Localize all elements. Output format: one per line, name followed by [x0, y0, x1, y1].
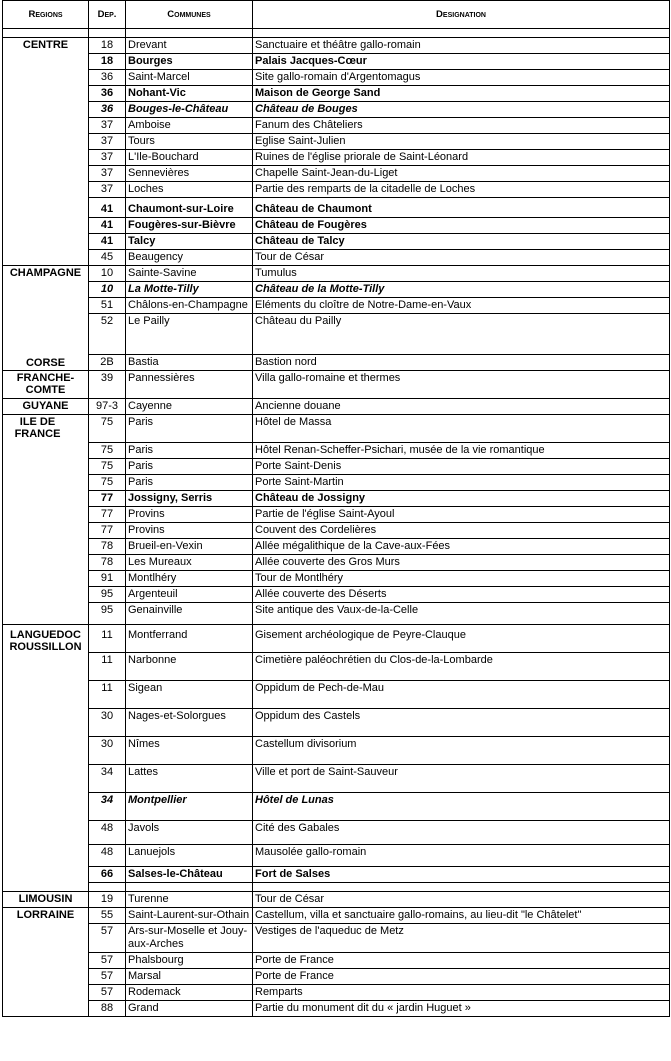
designation-cell: Porte Saint-Denis [253, 459, 670, 475]
designation-cell: Mausolée gallo-romain [253, 845, 670, 867]
table-row [3, 523, 670, 539]
dep-cell: 19 [89, 892, 126, 908]
table-row [3, 765, 670, 793]
commune-cell: La Motte-Tilly [126, 282, 253, 298]
table-row [3, 118, 670, 134]
table-row [3, 415, 670, 443]
designation-cell: Allée couverte des Déserts [253, 587, 670, 603]
commune-cell: Loches [126, 182, 253, 198]
table-row [3, 282, 670, 298]
commune-cell: Le Pailly [126, 314, 253, 355]
table-row [3, 985, 670, 1001]
commune-cell: Rodemack [126, 985, 253, 1001]
designation-cell: Site gallo-romain d'Argentomagus [253, 70, 670, 86]
designation-cell: Bastion nord [253, 355, 670, 371]
dep-cell: 75 [89, 415, 126, 443]
table-row [3, 166, 670, 182]
dep-cell: 75 [89, 475, 126, 491]
table-row [3, 587, 670, 603]
dep-cell: 51 [89, 298, 126, 314]
commune-cell: Lanuejols [126, 845, 253, 867]
commune-cell: Chaumont-sur-Loire [126, 198, 253, 218]
table-row [3, 86, 670, 102]
designation-cell: Château de Chaumont [253, 198, 670, 218]
spacer-row [3, 883, 670, 892]
designation-cell: Maison de George Sand [253, 86, 670, 102]
monuments-table [2, 0, 670, 1017]
designation-cell: Ancienne douane [253, 399, 670, 415]
dep-cell: 37 [89, 134, 126, 150]
table-row [3, 355, 670, 371]
spacer-row [3, 29, 670, 38]
dep-cell: 88 [89, 1001, 126, 1017]
designation-cell: Chapelle Saint-Jean-du-Liget [253, 166, 670, 182]
dep-cell: 30 [89, 709, 126, 737]
designation-cell: Eglise Saint-Julien [253, 134, 670, 150]
table-row [3, 892, 670, 908]
designation-cell: Tour de César [253, 892, 670, 908]
dep-cell: 37 [89, 150, 126, 166]
table-row [3, 250, 670, 266]
table-row [3, 54, 670, 70]
header-row [3, 1, 670, 29]
header-designation: Designation [253, 1, 670, 29]
table-row [3, 491, 670, 507]
table-row [3, 218, 670, 234]
designation-cell: Château de Jossigny [253, 491, 670, 507]
designation-cell: Hôtel de Massa [253, 415, 670, 443]
commune-cell: Javols [126, 821, 253, 845]
table-row [3, 298, 670, 314]
dep-cell: 41 [89, 234, 126, 250]
dep-cell: 36 [89, 102, 126, 118]
commune-cell: Châlons-en-Champagne [126, 298, 253, 314]
dep-cell: 36 [89, 86, 126, 102]
dep-cell: 2B [89, 355, 126, 371]
dep-cell: 11 [89, 625, 126, 653]
table-row [3, 709, 670, 737]
commune-cell: Paris [126, 415, 253, 443]
dep-cell: 11 [89, 653, 126, 681]
dep-cell: 37 [89, 182, 126, 198]
dep-cell: 18 [89, 54, 126, 70]
dep-cell: 37 [89, 118, 126, 134]
designation-cell: Couvent des Cordelières [253, 523, 670, 539]
designation-cell: Château de la Motte-Tilly [253, 282, 670, 298]
region-guyane: GUYANE [3, 399, 89, 415]
commune-cell: L'Ile-Bouchard [126, 150, 253, 166]
dep-cell: 34 [89, 793, 126, 821]
commune-cell: Nohant-Vic [126, 86, 253, 102]
table-row [3, 737, 670, 765]
designation-cell: Ruines de l'église priorale de Saint-Léonard [253, 150, 670, 166]
commune-cell: Sennevières [126, 166, 253, 182]
table-row [3, 793, 670, 821]
dep-cell: 57 [89, 924, 126, 953]
designation-cell: Castellum, villa et sanctuaire gallo-romains, au lieu-dit "le Châtelet" [253, 908, 670, 924]
designation-cell: Oppidum de Pech-de-Mau [253, 681, 670, 709]
commune-cell: Amboise [126, 118, 253, 134]
designation-cell: Château du Pailly [253, 314, 670, 355]
region-champagne: CHAMPAGNE [9, 267, 82, 279]
region-languedoc-roussillon: LANGUEDOC ROUSSILLON [3, 625, 89, 892]
designation-cell: Villa gallo-romaine et thermes [253, 371, 670, 399]
designation-cell: Ville et port de Saint-Sauveur [253, 765, 670, 793]
table-row [3, 459, 670, 475]
commune-cell: Nîmes [126, 737, 253, 765]
table-row [3, 399, 670, 415]
commune-cell: Narbonne [126, 653, 253, 681]
dep-cell: 77 [89, 507, 126, 523]
designation-cell: Sanctuaire et théâtre gallo-romain [253, 38, 670, 54]
table-row [3, 555, 670, 571]
commune-cell: Turenne [126, 892, 253, 908]
region-ile-de-france: ILE DE FRANCE [3, 415, 89, 625]
designation-cell: Cité des Gabales [253, 821, 670, 845]
designation-cell: Partie du monument dit du « jardin Huguet » [253, 1001, 670, 1017]
commune-cell: Tours [126, 134, 253, 150]
commune-cell: Argenteuil [126, 587, 253, 603]
designation-cell: Hôtel Renan-Scheffer-Psichari, musée de la vie romantique [253, 443, 670, 459]
dep-cell: 10 [89, 266, 126, 282]
designation-cell: Eléments du cloître de Notre-Dame-en-Vaux [253, 298, 670, 314]
table-row [3, 38, 670, 54]
commune-cell: Montpellier [126, 793, 253, 821]
commune-cell: Montferrand [126, 625, 253, 653]
designation-cell: Porte de France [253, 969, 670, 985]
dep-cell: 75 [89, 459, 126, 475]
region-lorraine: LORRAINE [3, 908, 89, 1017]
dep-cell: 55 [89, 908, 126, 924]
commune-cell: Salses-le-Château [126, 867, 253, 883]
table-row [3, 70, 670, 86]
dep-cell: 39 [89, 371, 126, 399]
header-communes: Communes [126, 1, 253, 29]
dep-cell: 66 [89, 867, 126, 883]
dep-cell: 45 [89, 250, 126, 266]
designation-cell: Fanum des Châteliers [253, 118, 670, 134]
commune-cell: Drevant [126, 38, 253, 54]
designation-cell: Tumulus [253, 266, 670, 282]
table-row [3, 443, 670, 459]
table-row [3, 266, 670, 282]
table-row [3, 603, 670, 625]
commune-cell: Bouges-le-Château [126, 102, 253, 118]
designation-cell: Remparts [253, 985, 670, 1001]
commune-cell: Sigean [126, 681, 253, 709]
table-row [3, 150, 670, 166]
commune-cell: Provins [126, 523, 253, 539]
commune-cell: Saint-Laurent-sur-Othain [126, 908, 253, 924]
designation-cell: Oppidum des Castels [253, 709, 670, 737]
designation-cell: Site antique des Vaux-de-la-Celle [253, 603, 670, 625]
header-dep: Dep. [89, 1, 126, 29]
region-franche-comte: FRANCHE-COMTE [3, 371, 89, 399]
designation-cell: Partie des remparts de la citadelle de Loches [253, 182, 670, 198]
dep-cell: 11 [89, 681, 126, 709]
designation-cell: Porte de France [253, 953, 670, 969]
dep-cell: 57 [89, 953, 126, 969]
commune-cell: Talcy [126, 234, 253, 250]
dep-cell: 91 [89, 571, 126, 587]
dep-cell: 41 [89, 218, 126, 234]
dep-cell: 78 [89, 539, 126, 555]
designation-cell: Château de Bouges [253, 102, 670, 118]
commune-cell: Nages-et-Solorgues [126, 709, 253, 737]
table-row [3, 867, 670, 883]
designation-cell: Palais Jacques-Cœur [253, 54, 670, 70]
table-row [3, 571, 670, 587]
commune-cell: Paris [126, 475, 253, 491]
region-corse: CORSE [25, 357, 66, 369]
designation-cell: Cimetière paléochrétien du Clos-de-la-Lombarde [253, 653, 670, 681]
table-row [3, 908, 670, 924]
designation-cell: Tour de César [253, 250, 670, 266]
designation-cell: Tour de Montlhéry [253, 571, 670, 587]
table-row [3, 924, 670, 953]
commune-cell: Sainte-Savine [126, 266, 253, 282]
table-row [3, 539, 670, 555]
commune-cell: Jossigny, Serris [126, 491, 253, 507]
commune-cell: Phalsbourg [126, 953, 253, 969]
designation-cell: Allée mégalithique de la Cave-aux-Fées [253, 539, 670, 555]
designation-cell: Hôtel de Lunas [253, 793, 670, 821]
commune-cell: Montlhéry [126, 571, 253, 587]
commune-cell: Fougères-sur-Bièvre [126, 218, 253, 234]
table-row [3, 475, 670, 491]
designation-cell: Allée couverte des Gros Murs [253, 555, 670, 571]
table-row [3, 681, 670, 709]
table-row [3, 969, 670, 985]
region-limousin: LIMOUSIN [3, 892, 89, 908]
table-row [3, 845, 670, 867]
commune-cell: Lattes [126, 765, 253, 793]
dep-cell: 30 [89, 737, 126, 765]
commune-cell: Ars-sur-Moselle et Jouy-aux-Arches [126, 924, 253, 953]
commune-cell: Les Mureaux [126, 555, 253, 571]
table-row [3, 134, 670, 150]
table-row [3, 198, 670, 218]
commune-cell: Genainville [126, 603, 253, 625]
commune-cell: Cayenne [126, 399, 253, 415]
designation-cell: Gisement archéologique de Peyre-Clauque [253, 625, 670, 653]
table-row [3, 1001, 670, 1017]
designation-cell: Porte Saint-Martin [253, 475, 670, 491]
table-row [3, 102, 670, 118]
dep-cell: 77 [89, 523, 126, 539]
table-row [3, 314, 670, 355]
commune-cell: Bourges [126, 54, 253, 70]
table-row [3, 234, 670, 250]
commune-cell: Marsal [126, 969, 253, 985]
designation-cell: Fort de Salses [253, 867, 670, 883]
designation-cell: Château de Fougères [253, 218, 670, 234]
region-champagne-corse [3, 266, 89, 371]
table-row [3, 653, 670, 681]
dep-cell: 10 [89, 282, 126, 298]
commune-cell: Provins [126, 507, 253, 523]
table-row [3, 182, 670, 198]
commune-cell: Bastia [126, 355, 253, 371]
dep-cell: 57 [89, 969, 126, 985]
region-centre: CENTRE [3, 38, 89, 266]
table-row [3, 371, 670, 399]
designation-cell: Castellum divisorium [253, 737, 670, 765]
table-row [3, 625, 670, 653]
dep-cell: 34 [89, 765, 126, 793]
dep-cell: 78 [89, 555, 126, 571]
commune-cell: Brueil-en-Vexin [126, 539, 253, 555]
dep-cell: 36 [89, 70, 126, 86]
designation-cell: Vestiges de l'aqueduc de Metz [253, 924, 670, 953]
designation-cell: Partie de l'église Saint-Ayoul [253, 507, 670, 523]
commune-cell: Paris [126, 459, 253, 475]
dep-cell: 48 [89, 821, 126, 845]
dep-cell: 77 [89, 491, 126, 507]
dep-cell: 97-3 [89, 399, 126, 415]
commune-cell: Grand [126, 1001, 253, 1017]
designation-cell: Château de Talcy [253, 234, 670, 250]
dep-cell: 75 [89, 443, 126, 459]
table-row [3, 821, 670, 845]
table-row [3, 507, 670, 523]
dep-cell: 52 [89, 314, 126, 355]
commune-cell: Paris [126, 443, 253, 459]
dep-cell: 95 [89, 603, 126, 625]
dep-cell: 48 [89, 845, 126, 867]
dep-cell: 95 [89, 587, 126, 603]
commune-cell: Saint-Marcel [126, 70, 253, 86]
dep-cell: 57 [89, 985, 126, 1001]
dep-cell: 41 [89, 198, 126, 218]
commune-cell: Pannessières [126, 371, 253, 399]
commune-cell: Beaugency [126, 250, 253, 266]
header-regions: Regions [3, 1, 89, 29]
table-row [3, 953, 670, 969]
dep-cell: 37 [89, 166, 126, 182]
dep-cell: 18 [89, 38, 126, 54]
